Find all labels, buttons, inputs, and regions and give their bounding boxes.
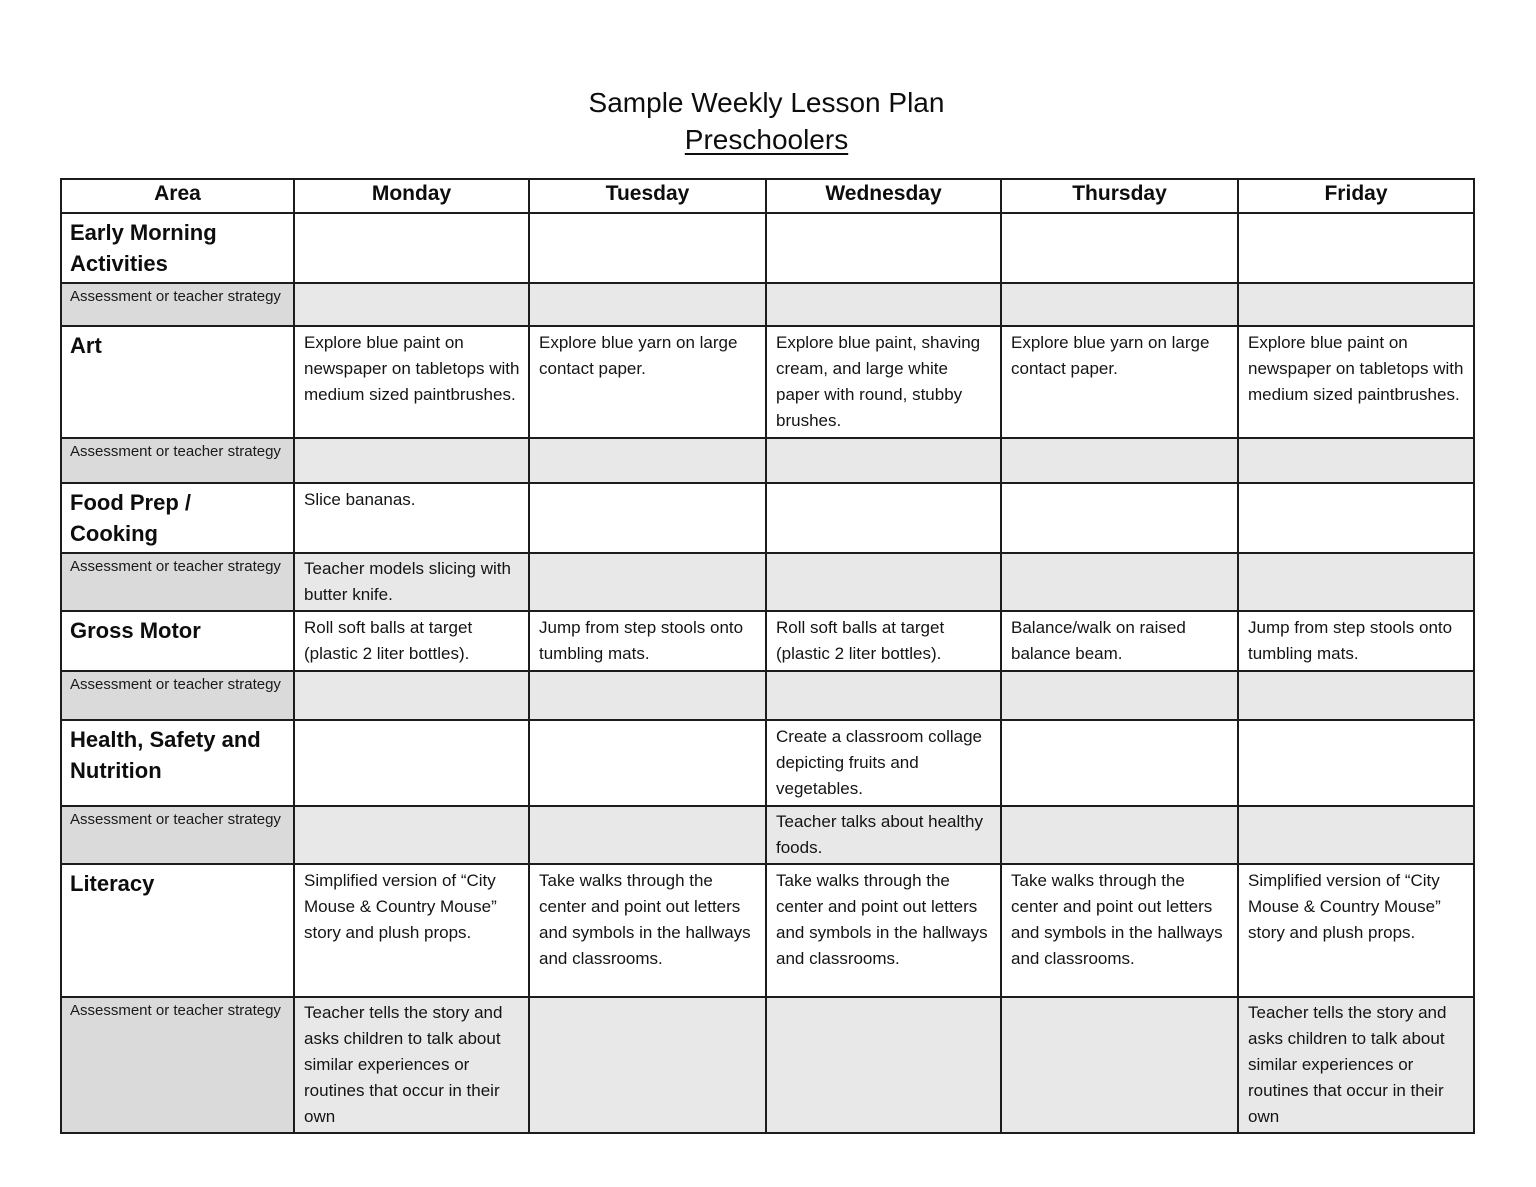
activity-row-health-safety xyxy=(61,720,1474,806)
activity-cell xyxy=(1001,720,1238,806)
assessment-cell xyxy=(766,553,1001,611)
activity-cell xyxy=(1001,213,1238,283)
activity-cell xyxy=(1238,213,1474,283)
assessment-row-literacy xyxy=(61,997,1474,1133)
activity-cell xyxy=(1238,720,1474,806)
assessment-cell xyxy=(1001,438,1238,483)
header-row xyxy=(61,179,1474,213)
assessment-cell xyxy=(1001,671,1238,720)
activity-row-art xyxy=(61,326,1474,438)
assessment-cell: Teacher models slicing with butter knife. xyxy=(294,553,529,611)
activity-cell xyxy=(529,720,766,806)
assessment-cell xyxy=(529,283,766,326)
assessment-label-cell: Assessment or teacher strategy xyxy=(61,553,294,611)
activity-row-early-morning xyxy=(61,213,1474,283)
assessment-cell xyxy=(529,806,766,864)
activity-cell xyxy=(294,213,529,283)
assessment-cell xyxy=(294,283,529,326)
activity-cell: Jump from step stools onto tumbling mats. xyxy=(529,611,766,671)
assessment-cell xyxy=(766,438,1001,483)
activity-cell: Simplified version of “City Mouse & Country Mouse” story and plush props. xyxy=(294,864,529,997)
activity-cell: Explore blue yarn on large contact paper. xyxy=(1001,326,1238,438)
assessment-row-health-safety xyxy=(61,806,1474,864)
assessment-label-cell: Assessment or teacher strategy xyxy=(61,997,294,1133)
assessment-row-gross-motor xyxy=(61,671,1474,720)
column-header-wednesday: Wednesday xyxy=(766,179,1001,213)
area-name-health-safety: Health, Safety and Nutrition xyxy=(61,720,294,806)
activity-cell: Simplified version of “City Mouse & Country Mouse” story and plush props. xyxy=(1238,864,1474,997)
assessment-cell xyxy=(1001,806,1238,864)
assessment-cell xyxy=(294,806,529,864)
activity-cell xyxy=(294,720,529,806)
assessment-cell xyxy=(1001,997,1238,1133)
assessment-row-early-morning xyxy=(61,283,1474,326)
activity-row-food-prep xyxy=(61,483,1474,553)
activity-cell xyxy=(1238,483,1474,553)
assessment-label-cell: Assessment or teacher strategy xyxy=(61,806,294,864)
activity-row-literacy xyxy=(61,864,1474,997)
activity-row-gross-motor xyxy=(61,611,1474,671)
activity-cell: Explore blue yarn on large contact paper. xyxy=(529,326,766,438)
column-header-thursday: Thursday xyxy=(1001,179,1238,213)
column-header-monday: Monday xyxy=(294,179,529,213)
page-title: Sample Weekly Lesson Plan xyxy=(588,87,945,118)
activity-cell: Roll soft balls at target (plastic 2 liter bottles). xyxy=(294,611,529,671)
activity-cell: Slice bananas. xyxy=(294,483,529,553)
assessment-cell xyxy=(766,997,1001,1133)
assessment-cell xyxy=(766,283,1001,326)
activity-cell xyxy=(766,213,1001,283)
assessment-label-cell: Assessment or teacher strategy xyxy=(61,671,294,720)
activity-cell: Take walks through the center and point out letters and symbols in the hallways and classrooms. xyxy=(529,864,766,997)
activity-cell xyxy=(766,483,1001,553)
assessment-cell xyxy=(1238,438,1474,483)
assessment-row-art xyxy=(61,438,1474,483)
column-header-friday: Friday xyxy=(1238,179,1474,213)
column-header-tuesday: Tuesday xyxy=(529,179,766,213)
area-name-art: Art xyxy=(61,326,294,438)
assessment-cell: Teacher talks about healthy foods. xyxy=(766,806,1001,864)
activity-cell: Jump from step stools onto tumbling mats. xyxy=(1238,611,1474,671)
assessment-cell xyxy=(766,671,1001,720)
assessment-cell: Teacher tells the story and asks children to talk about similar experiences or routines that occur in their own xyxy=(294,997,529,1133)
assessment-row-food-prep xyxy=(61,553,1474,611)
assessment-cell xyxy=(1001,553,1238,611)
assessment-cell xyxy=(529,997,766,1133)
assessment-cell xyxy=(529,438,766,483)
activity-cell: Explore blue paint on newspaper on tabletops with medium sized paintbrushes. xyxy=(294,326,529,438)
area-name-gross-motor: Gross Motor xyxy=(61,611,294,671)
activity-cell: Explore blue paint, shaving cream, and large white paper with round, stubby brushes. xyxy=(766,326,1001,438)
activity-cell: Balance/walk on raised balance beam. xyxy=(1001,611,1238,671)
document-title-block xyxy=(60,84,1473,158)
assessment-label-cell: Assessment or teacher strategy xyxy=(61,438,294,483)
lesson-table-body xyxy=(61,179,1474,1133)
activity-cell: Take walks through the center and point out letters and symbols in the hallways and classrooms. xyxy=(766,864,1001,997)
assessment-cell xyxy=(1001,283,1238,326)
area-name-early-morning: Early Morning Activities xyxy=(61,213,294,283)
assessment-cell xyxy=(529,671,766,720)
assessment-cell xyxy=(1238,806,1474,864)
activity-cell: Explore blue paint on newspaper on tabletops with medium sized paintbrushes. xyxy=(1238,326,1474,438)
assessment-cell xyxy=(1238,283,1474,326)
assessment-label-cell: Assessment or teacher strategy xyxy=(61,283,294,326)
assessment-cell xyxy=(1238,671,1474,720)
assessment-cell xyxy=(294,438,529,483)
page-subtitle: Preschoolers xyxy=(684,124,849,155)
activity-cell: Create a classroom collage depicting fruits and vegetables. xyxy=(766,720,1001,806)
activity-cell: Roll soft balls at target (plastic 2 liter bottles). xyxy=(766,611,1001,671)
assessment-cell xyxy=(1238,553,1474,611)
assessment-cell xyxy=(294,671,529,720)
assessment-cell xyxy=(529,553,766,611)
activity-cell: Take walks through the center and point out letters and symbols in the hallways and classrooms. xyxy=(1001,864,1238,997)
area-name-literacy: Literacy xyxy=(61,864,294,997)
assessment-cell: Teacher tells the story and asks children to talk about similar experiences or routines that occur in their own xyxy=(1238,997,1474,1133)
activity-cell xyxy=(529,483,766,553)
area-name-food-prep: Food Prep / Cooking xyxy=(61,483,294,553)
activity-cell xyxy=(529,213,766,283)
column-header-area: Area xyxy=(61,179,294,213)
lesson-plan-table xyxy=(60,178,1475,1134)
activity-cell xyxy=(1001,483,1238,553)
